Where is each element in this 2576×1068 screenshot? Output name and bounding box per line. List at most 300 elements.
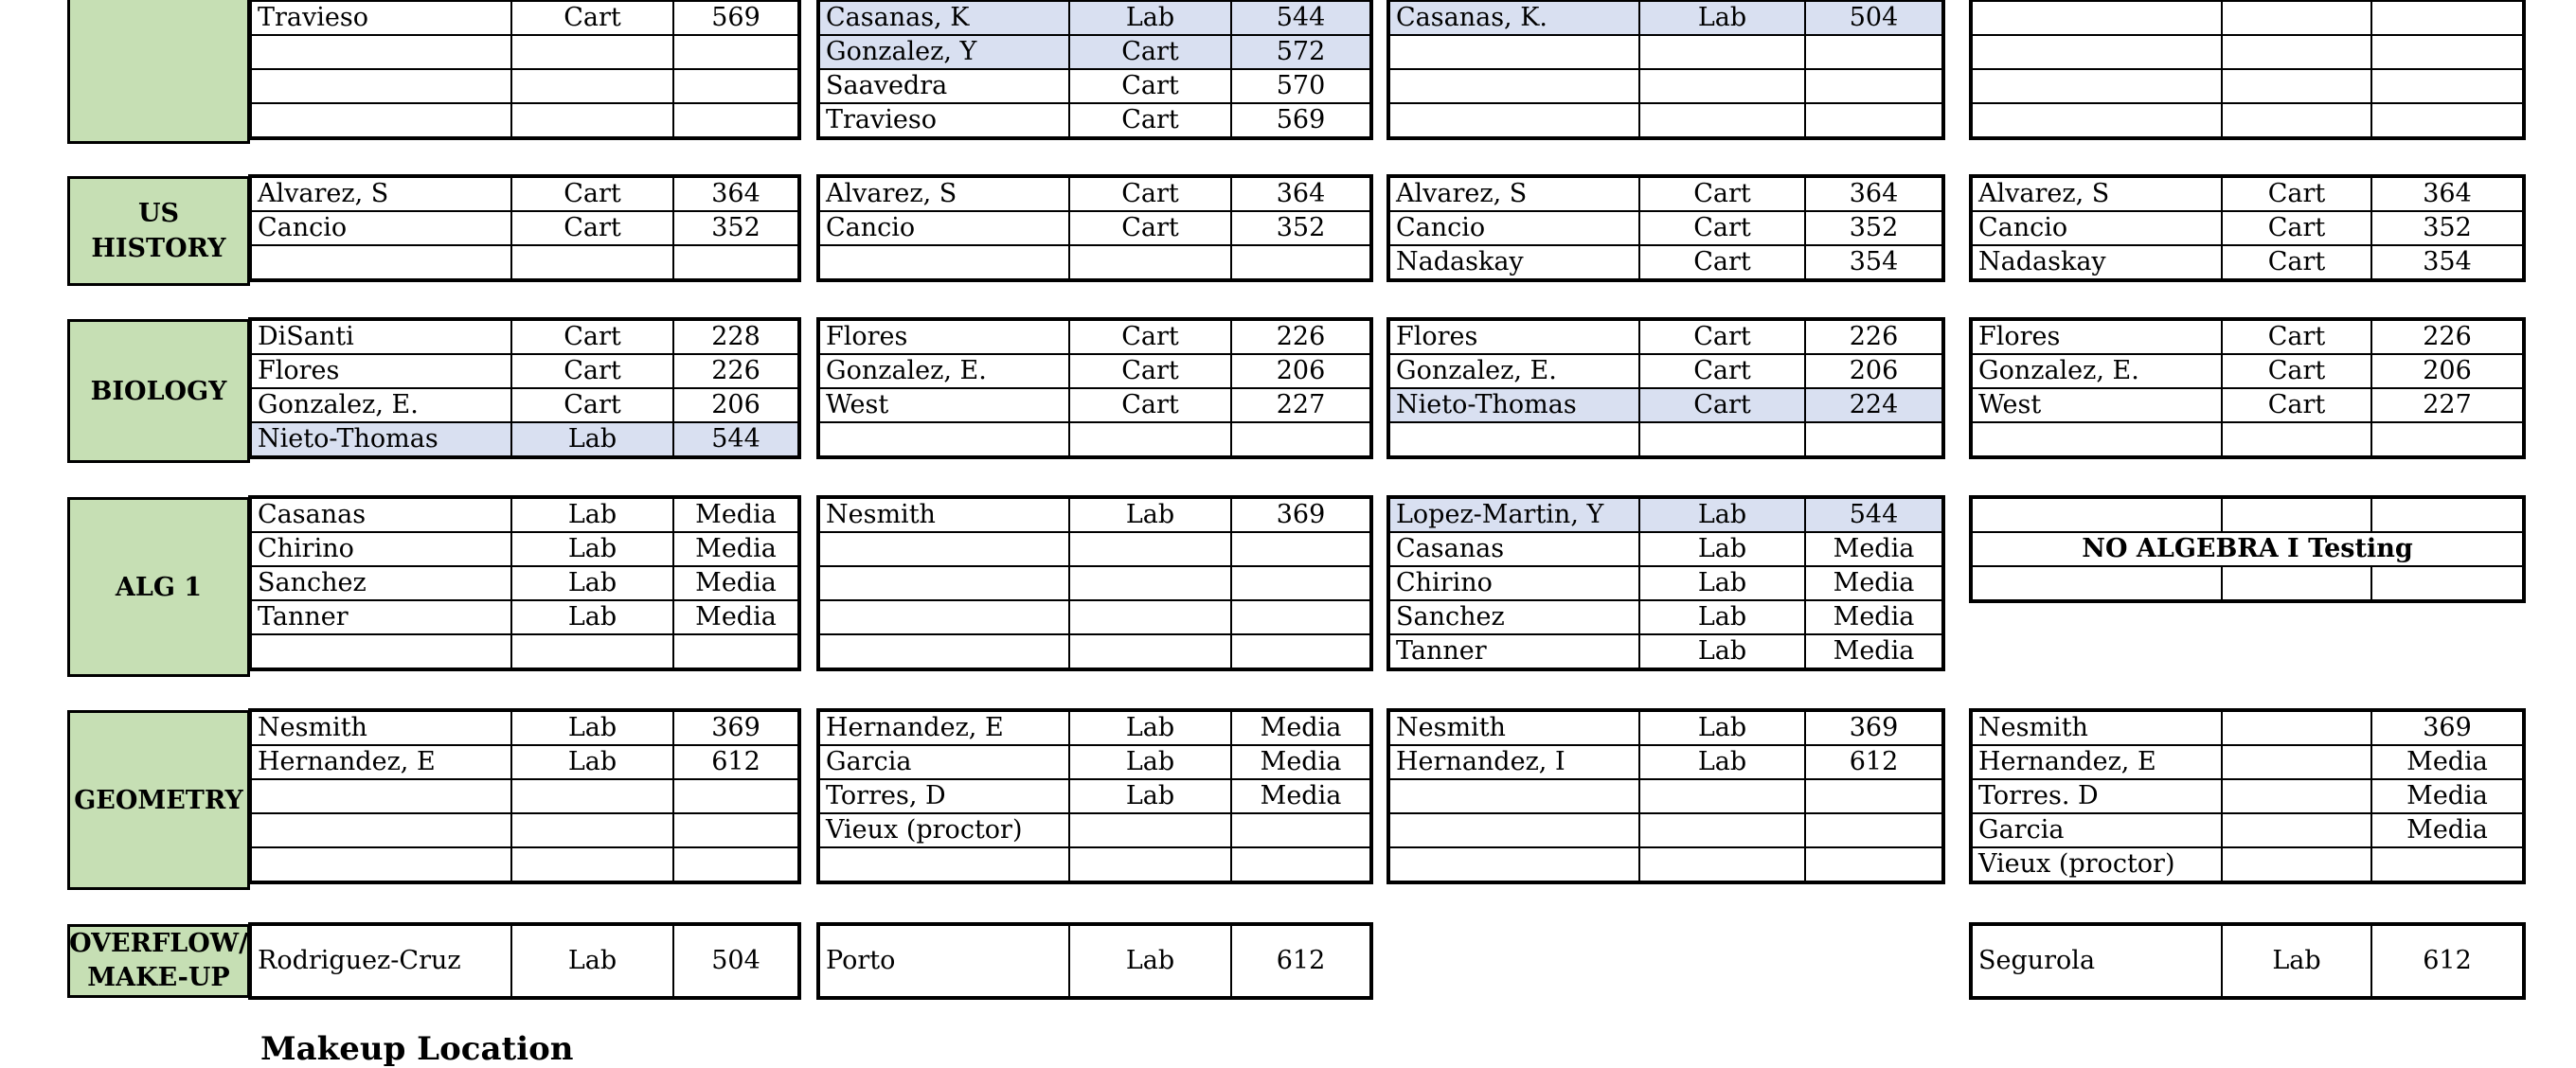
teacher-cell — [1389, 847, 1639, 881]
teacher-cell: Alvarez, S — [1972, 177, 2222, 211]
type-cell: Lab — [511, 711, 673, 745]
room-cell: 612 — [1231, 925, 1370, 997]
type-cell — [2222, 847, 2371, 881]
room-cell — [2371, 847, 2523, 881]
teacher-cell: Alvarez, S — [1389, 177, 1639, 211]
teacher-cell — [251, 35, 511, 69]
teacher-cell: Vieux (proctor) — [1972, 847, 2222, 881]
teacher-cell — [1389, 422, 1639, 456]
type-cell: Cart — [2222, 388, 2371, 422]
teacher-cell: Hernandez, E — [1972, 745, 2222, 779]
type-cell: Lab — [511, 498, 673, 532]
type-cell: Cart — [1069, 35, 1231, 69]
table-row — [819, 245, 1370, 279]
table-row — [1389, 354, 1942, 388]
teacher-cell: Nesmith — [251, 711, 511, 745]
teacher-cell: Sanchez — [1389, 600, 1639, 634]
type-cell: Cart — [511, 211, 673, 245]
room-cell — [1231, 813, 1370, 847]
empty-cell — [2222, 1, 2371, 35]
biology-block-4 — [1971, 319, 2524, 457]
geometry-block-2 — [818, 710, 1371, 882]
teacher-cell: Hernandez, I — [1389, 745, 1639, 779]
type-cell — [1069, 600, 1231, 634]
room-cell: 352 — [673, 211, 798, 245]
teacher-cell: Chirino — [1389, 566, 1639, 600]
type-cell: Lab — [2222, 925, 2371, 997]
top-block-4 — [1971, 0, 2524, 138]
room-cell: 224 — [1805, 388, 1942, 422]
type-cell — [511, 634, 673, 668]
type-cell: Lab — [1639, 745, 1805, 779]
type-cell: Lab — [1069, 745, 1231, 779]
room-cell — [1231, 532, 1370, 566]
room-cell — [673, 779, 798, 813]
room-cell: 226 — [1231, 320, 1370, 354]
room-cell: Media — [2371, 813, 2523, 847]
type-cell: Cart — [1639, 388, 1805, 422]
table-row — [251, 35, 798, 69]
teacher-cell — [251, 813, 511, 847]
room-cell: 364 — [673, 177, 798, 211]
teacher-cell — [819, 245, 1069, 279]
room-cell: 352 — [1231, 211, 1370, 245]
empty-cell — [1972, 566, 2222, 600]
table-row — [1972, 566, 2523, 600]
teacher-cell: Porto — [819, 925, 1069, 997]
table-row — [251, 245, 798, 279]
type-cell: Cart — [1069, 69, 1231, 103]
type-cell: Lab — [1639, 1, 1805, 35]
table-row — [819, 320, 1370, 354]
type-cell: Cart — [1069, 177, 1231, 211]
teacher-cell: Cancio — [251, 211, 511, 245]
table-row — [1972, 103, 2523, 137]
type-cell: Cart — [1639, 211, 1805, 245]
type-cell: Lab — [1639, 498, 1805, 532]
room-cell — [673, 69, 798, 103]
teacher-cell: Garcia — [1972, 813, 2222, 847]
geometry-block-3 — [1388, 710, 1943, 882]
type-cell: Lab — [511, 566, 673, 600]
room-cell: 504 — [673, 925, 798, 997]
table-row — [1972, 745, 2523, 779]
table-row — [1972, 35, 2523, 69]
table-row — [819, 388, 1370, 422]
type-cell — [1069, 813, 1231, 847]
alg1-block-3 — [1388, 497, 1943, 669]
room-cell: 612 — [2371, 925, 2523, 997]
room-cell: 354 — [2371, 245, 2523, 279]
table-row — [1972, 177, 2523, 211]
table-row — [1972, 779, 2523, 813]
table-row — [251, 69, 798, 103]
room-cell: 206 — [1231, 354, 1370, 388]
teacher-cell — [251, 69, 511, 103]
us-history-block-1 — [250, 176, 799, 280]
empty-cell — [1972, 1, 2222, 35]
table-row — [1389, 847, 1942, 881]
makeup-location-heading: Makeup Location — [260, 1030, 574, 1068]
type-cell: Lab — [1639, 532, 1805, 566]
teacher-cell: Cancio — [819, 211, 1069, 245]
teacher-cell: Gonzalez, E. — [1389, 354, 1639, 388]
table-row — [251, 779, 798, 813]
room-cell — [673, 35, 798, 69]
overflow-label-line2: MAKE-UP — [87, 963, 230, 992]
table-row — [1389, 498, 1942, 532]
type-cell: Cart — [1639, 320, 1805, 354]
table-row — [1389, 779, 1942, 813]
teacher-cell: Nesmith — [1389, 711, 1639, 745]
teacher-cell: Nadaskay — [1972, 245, 2222, 279]
type-cell: Lab — [511, 532, 673, 566]
room-cell — [1231, 422, 1370, 456]
room-cell — [673, 847, 798, 881]
teacher-cell — [819, 566, 1069, 600]
type-cell — [1639, 103, 1805, 137]
type-cell: Lab — [1069, 779, 1231, 813]
type-cell — [1069, 532, 1231, 566]
teacher-cell — [1389, 103, 1639, 137]
teacher-cell: Hernandez, E — [251, 745, 511, 779]
type-cell — [1069, 566, 1231, 600]
type-cell — [1639, 847, 1805, 881]
table-row — [251, 600, 798, 634]
type-cell — [1069, 634, 1231, 668]
teacher-cell: Cancio — [1389, 211, 1639, 245]
table-row — [819, 103, 1370, 137]
type-cell: Cart — [1639, 177, 1805, 211]
room-cell: Media — [2371, 779, 2523, 813]
empty-cell — [2371, 498, 2523, 532]
room-cell: 206 — [673, 388, 798, 422]
teacher-cell — [819, 422, 1069, 456]
empty-cell — [2371, 566, 2523, 600]
type-cell: Cart — [2222, 177, 2371, 211]
room-cell: Media — [673, 600, 798, 634]
type-cell: Cart — [1069, 388, 1231, 422]
room-cell: Media — [1805, 532, 1942, 566]
room-cell — [1231, 634, 1370, 668]
room-cell: 544 — [1805, 498, 1942, 532]
table-row — [819, 69, 1370, 103]
us-history-block-2 — [818, 176, 1371, 280]
type-cell: Cart — [1639, 245, 1805, 279]
table-row — [819, 711, 1370, 745]
teacher-cell: Nesmith — [819, 498, 1069, 532]
teacher-cell — [251, 103, 511, 137]
room-cell: 369 — [673, 711, 798, 745]
table-row — [1972, 211, 2523, 245]
type-cell — [1069, 245, 1231, 279]
type-cell — [2222, 779, 2371, 813]
type-cell: Cart — [1069, 354, 1231, 388]
table-row — [1389, 532, 1942, 566]
type-cell: Cart — [1069, 320, 1231, 354]
teacher-cell: Tanner — [1389, 634, 1639, 668]
type-cell: Lab — [511, 745, 673, 779]
room-cell — [1231, 600, 1370, 634]
room-cell: Media — [1805, 566, 1942, 600]
us-history-block-4 — [1971, 176, 2524, 280]
table-row — [819, 354, 1370, 388]
table-row — [1389, 35, 1942, 69]
empty-cell — [2222, 69, 2371, 103]
teacher-cell — [819, 847, 1069, 881]
teacher-cell: Nadaskay — [1389, 245, 1639, 279]
table-row — [1389, 1, 1942, 35]
biology-block-3 — [1388, 319, 1943, 457]
table-row — [819, 779, 1370, 813]
table-row — [1972, 813, 2523, 847]
overflow-block-1 — [250, 924, 799, 998]
table-row — [1389, 422, 1942, 456]
teacher-cell — [1972, 422, 2222, 456]
empty-cell — [2222, 35, 2371, 69]
table-row — [251, 566, 798, 600]
empty-cell — [2371, 35, 2523, 69]
type-cell — [1069, 847, 1231, 881]
type-cell: Lab — [511, 422, 673, 456]
teacher-cell: Chirino — [251, 532, 511, 566]
table-row — [251, 388, 798, 422]
teacher-cell — [251, 634, 511, 668]
empty-cell — [2222, 498, 2371, 532]
table-row — [1389, 211, 1942, 245]
room-cell — [1805, 779, 1942, 813]
overflow-block-4 — [1971, 924, 2524, 998]
table-row — [1972, 354, 2523, 388]
table-row — [251, 925, 798, 997]
table-row — [251, 498, 798, 532]
teacher-cell: Flores — [1389, 320, 1639, 354]
table-row — [251, 354, 798, 388]
type-cell — [511, 847, 673, 881]
teacher-cell: Hernandez, E — [819, 711, 1069, 745]
type-cell: Lab — [1069, 498, 1231, 532]
type-cell — [511, 69, 673, 103]
table-row — [819, 211, 1370, 245]
type-cell: Cart — [511, 177, 673, 211]
teacher-cell: Rodriguez-Cruz — [251, 925, 511, 997]
table-row — [1389, 69, 1942, 103]
type-cell: Cart — [2222, 320, 2371, 354]
room-cell: 352 — [1805, 211, 1942, 245]
type-cell: Lab — [511, 600, 673, 634]
teacher-cell: Flores — [819, 320, 1069, 354]
type-cell — [2222, 813, 2371, 847]
table-row — [819, 177, 1370, 211]
table-row — [251, 177, 798, 211]
top-block-2 — [818, 0, 1371, 138]
table-row — [819, 847, 1370, 881]
teacher-cell — [1389, 813, 1639, 847]
table-row — [819, 35, 1370, 69]
geometry-block-1 — [250, 710, 799, 882]
room-cell: Media — [1805, 600, 1942, 634]
alg1-block-2 — [818, 497, 1371, 669]
empty-cell — [2222, 103, 2371, 137]
type-cell: Cart — [1069, 103, 1231, 137]
table-row — [251, 711, 798, 745]
empty-cell — [2371, 69, 2523, 103]
table-row — [251, 532, 798, 566]
teacher-cell: Cancio — [1972, 211, 2222, 245]
room-cell: 544 — [673, 422, 798, 456]
table-row — [819, 566, 1370, 600]
table-row — [819, 422, 1370, 456]
teacher-cell — [1389, 69, 1639, 103]
table-row — [1389, 103, 1942, 137]
room-cell: 570 — [1231, 69, 1370, 103]
room-cell: 227 — [1231, 388, 1370, 422]
room-cell: 364 — [2371, 177, 2523, 211]
type-cell — [2222, 422, 2371, 456]
type-cell — [1639, 69, 1805, 103]
section-label-alg1: ALG 1 — [67, 497, 250, 677]
room-cell: 226 — [2371, 320, 2523, 354]
teacher-cell: West — [1972, 388, 2222, 422]
section-label-geometry: GEOMETRY — [67, 710, 250, 890]
table-row — [819, 600, 1370, 634]
table-row — [251, 422, 798, 456]
section-label-us-history: US HISTORY — [67, 176, 250, 286]
teacher-cell: Travieso — [251, 1, 511, 35]
teacher-cell: Alvarez, S — [251, 177, 511, 211]
room-cell — [673, 813, 798, 847]
room-cell — [1805, 103, 1942, 137]
no-algebra-testing-note: NO ALGEBRA I Testing — [1972, 532, 2523, 566]
teacher-cell — [819, 600, 1069, 634]
type-cell: Cart — [2222, 211, 2371, 245]
table-row — [1389, 711, 1942, 745]
room-cell — [1231, 847, 1370, 881]
room-cell — [1805, 35, 1942, 69]
room-cell — [1805, 813, 1942, 847]
table-row — [1972, 320, 2523, 354]
table-row — [1389, 600, 1942, 634]
type-cell — [511, 245, 673, 279]
table-row — [1972, 422, 2523, 456]
teacher-cell: Travieso — [819, 103, 1069, 137]
empty-cell — [1972, 69, 2222, 103]
room-cell: 612 — [673, 745, 798, 779]
teacher-cell — [251, 779, 511, 813]
room-cell: 206 — [1805, 354, 1942, 388]
room-cell — [673, 634, 798, 668]
room-cell — [1805, 69, 1942, 103]
type-cell: Lab — [1639, 566, 1805, 600]
type-cell — [1639, 813, 1805, 847]
type-cell: Cart — [511, 320, 673, 354]
room-cell: 569 — [673, 1, 798, 35]
teacher-cell: West — [819, 388, 1069, 422]
biology-block-1 — [250, 319, 799, 457]
room-cell — [2371, 422, 2523, 456]
room-cell: 572 — [1231, 35, 1370, 69]
table-row — [819, 925, 1370, 997]
type-cell — [1639, 35, 1805, 69]
teacher-cell: Casanas — [251, 498, 511, 532]
table-row — [1972, 245, 2523, 279]
teacher-cell: Torres. D — [1972, 779, 2222, 813]
teacher-cell — [819, 634, 1069, 668]
teacher-cell: Saavedra — [819, 69, 1069, 103]
teacher-cell: Tanner — [251, 600, 511, 634]
teacher-cell: DiSanti — [251, 320, 511, 354]
table-row — [251, 745, 798, 779]
room-cell: Media — [673, 498, 798, 532]
top-block-3 — [1388, 0, 1943, 138]
biology-block-2 — [818, 319, 1371, 457]
room-cell: 369 — [1805, 711, 1942, 745]
type-cell: Cart — [2222, 245, 2371, 279]
type-cell: Lab — [1639, 634, 1805, 668]
room-cell: 352 — [2371, 211, 2523, 245]
room-cell: 369 — [1231, 498, 1370, 532]
type-cell — [1639, 779, 1805, 813]
teacher-cell: Gonzalez, Y — [819, 35, 1069, 69]
table-row — [1972, 925, 2523, 997]
empty-cell — [2371, 103, 2523, 137]
room-cell — [1805, 847, 1942, 881]
top-block-1 — [250, 0, 799, 138]
teacher-cell: Vieux (proctor) — [819, 813, 1069, 847]
table-row — [819, 745, 1370, 779]
geometry-block-4 — [1971, 710, 2524, 882]
table-row — [1389, 388, 1942, 422]
table-row — [1972, 498, 2523, 532]
room-cell: 227 — [2371, 388, 2523, 422]
room-cell: Media — [673, 532, 798, 566]
teacher-cell: Casanas, K — [819, 1, 1069, 35]
room-cell: 228 — [673, 320, 798, 354]
type-cell: Cart — [2222, 354, 2371, 388]
room-cell: Media — [1805, 634, 1942, 668]
room-cell: 504 — [1805, 1, 1942, 35]
type-cell — [511, 35, 673, 69]
type-cell: Cart — [511, 354, 673, 388]
room-cell: 206 — [2371, 354, 2523, 388]
table-row — [251, 1, 798, 35]
teacher-cell: Casanas — [1389, 532, 1639, 566]
alg1-block-1 — [250, 497, 799, 669]
teacher-cell: Garcia — [819, 745, 1069, 779]
room-cell: 369 — [2371, 711, 2523, 745]
teacher-cell — [1389, 35, 1639, 69]
type-cell: Cart — [511, 1, 673, 35]
teacher-cell: Alvarez, S — [819, 177, 1069, 211]
teacher-cell: Gonzalez, E. — [819, 354, 1069, 388]
type-cell — [2222, 711, 2371, 745]
room-cell: 569 — [1231, 103, 1370, 137]
type-cell — [511, 813, 673, 847]
room-cell: 612 — [1805, 745, 1942, 779]
teacher-cell — [251, 245, 511, 279]
room-cell — [673, 103, 798, 137]
section-label-top — [67, 0, 250, 144]
table-row — [1972, 711, 2523, 745]
room-cell: 364 — [1231, 177, 1370, 211]
teacher-cell — [819, 532, 1069, 566]
table-row — [1389, 320, 1942, 354]
teacher-cell: Sanchez — [251, 566, 511, 600]
table-row — [1389, 177, 1942, 211]
teacher-cell: Nieto-Thomas — [1389, 388, 1639, 422]
room-cell: Media — [673, 566, 798, 600]
teacher-cell — [1389, 779, 1639, 813]
